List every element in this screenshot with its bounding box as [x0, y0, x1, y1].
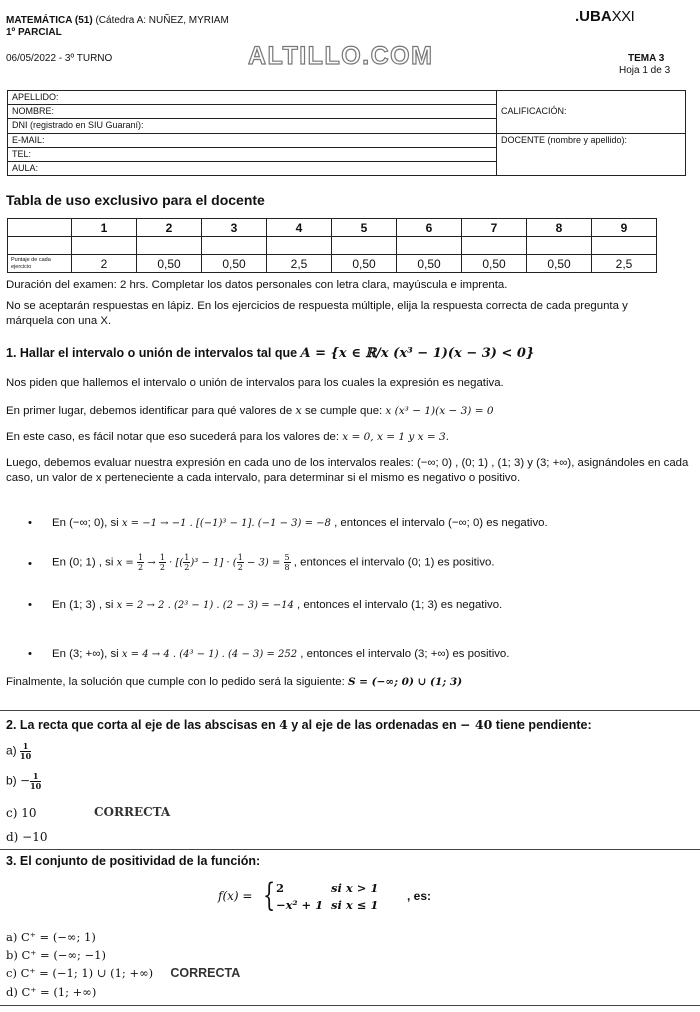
grade-cell[interactable] — [137, 237, 202, 255]
grade-cell[interactable] — [527, 237, 592, 255]
grade-cell[interactable] — [72, 237, 137, 255]
ex3-option-d[interactable]: d) C⁺ = (1; +∞) — [6, 985, 97, 999]
score-cell: 2,5 — [592, 255, 657, 273]
separator — [0, 1005, 700, 1006]
brace-icon: { — [263, 876, 276, 914]
ex1-p3: En este caso, es fácil notar que eso sucederá para los valores de: x = 0, x = 1 y x = 3. — [6, 431, 450, 443]
field-dni[interactable]: DNI (registrado en SIU Guaraní): — [8, 119, 497, 133]
ex1-bullet-4: En (3; +∞), si x = 4 → 4 . (4³ − 1) . (4 − 3) = 252 , entonces el intervalo (3; +∞) es positivo. — [52, 648, 510, 660]
bullet-icon: • — [28, 558, 32, 570]
score-cell: 0,50 — [527, 255, 592, 273]
grade-cell[interactable] — [592, 237, 657, 255]
ex1-p2: En primer lugar, debemos identificar para qué valores de x se cumple que: x (x³ − 1)(x − 3) = 0 — [6, 403, 494, 417]
uba-logo — [575, 8, 634, 25]
field-email[interactable]: E-MAIL: — [8, 133, 497, 147]
grade-col: 1 — [72, 219, 137, 237]
ex2-option-d[interactable]: d) −10 — [6, 830, 48, 844]
subject: MATEMÁTICA (51) — [6, 15, 93, 26]
ex1-title: 1. Hallar el intervalo o unión de intervalos tal que A = {x ∈ ℝ/x (x³ − 1)(x − 3) < 0} — [6, 346, 535, 361]
field-aula[interactable]: AULA: — [8, 161, 497, 175]
ex3-option-c[interactable]: c) C⁺ = (−1; 1) ∪ (1; +∞) CORRECTA — [6, 966, 241, 980]
tema: TEMA 3 — [628, 53, 665, 64]
ex2-title: 2. La recta que corta al eje de las abscisas en 4 y al eje de las ordenadas en − 40 tiene pendiente: — [6, 717, 592, 732]
grade-col: 9 — [592, 219, 657, 237]
score-cell: 0,50 — [462, 255, 527, 273]
uba-logo-text: .UBA — [575, 8, 612, 25]
grade-col: 6 — [397, 219, 462, 237]
correct-mark: CORRECTA — [170, 966, 241, 980]
ex1-solution: S = (−∞; 0) ∪ (1; 3) — [347, 676, 463, 688]
correct-mark: CORRECTA — [94, 805, 171, 819]
grade-cell[interactable] — [332, 237, 397, 255]
score-cell: 2,5 — [267, 255, 332, 273]
ex1-bullet-3: En (1; 3) , si x = 2 → 2 . (2³ − 1) . (2 − 3) = −14 , entonces el intervalo (1; 3) es negativo. — [52, 599, 503, 611]
field-nombre[interactable]: NOMBRE: — [8, 105, 497, 119]
course-header — [6, 15, 229, 27]
ex3-option-a[interactable]: a) C⁺ = (−∞; 1) — [6, 930, 96, 944]
ex3-function: f(x) = { 2 si x > 1 −x² + 1 si x ≤ 1 , es: — [218, 876, 432, 914]
ex1-bullet-1: En (−∞; 0), si x = −1 → −1 . [(−1)³ − 1]. (−1 − 3) = −8 , entonces el intervalo (−∞; 0) es negativo. — [52, 517, 548, 529]
grade-cell[interactable] — [267, 237, 332, 255]
grade-col: 7 — [462, 219, 527, 237]
grade-col: 2 — [137, 219, 202, 237]
grade-cell[interactable] — [397, 237, 462, 255]
grade-table — [7, 218, 657, 273]
chair: (Cátedra A: NUÑEZ, MYRIAM — [92, 15, 229, 26]
bullet-icon: • — [28, 648, 32, 660]
grade-col: 8 — [527, 219, 592, 237]
page-number: Hoja 1 de 3 — [619, 65, 671, 76]
ex1-p4: Luego, debemos evaluar nuestra expresión en cada uno de los intervalos reales: (−∞; 0) , (0; 1) , (1; 3) y (3; +∞), asignándoles en cada caso, un valor de x perteneciente a cada intervalo, para determinar si el mismo es negativo o positivo. — [6, 457, 689, 484]
ex1-final: Finalmente, la solución que cumple con lo pedido será la siguiente: S = (−∞; 0) ∪ (1; 3) — [6, 676, 463, 688]
ex1-bullet-2: En (0; 1) , si x = $\frac{1}{2}$ → $\frac{1}{2}$ · [( $\frac{1}{2}$ )³ − 1] · ( $\frac{1}{2}$ − 3) = $\frac{5}{8}$ , entonces el intervalo (0; 1) es positivo. — [52, 553, 495, 572]
instructions-rules: No se aceptarán respuestas en lápiz. En los ejercicios de respuesta múltiple, elija la respuesta correcta de cada pregunta y márquela con una X. — [6, 300, 628, 327]
score-row-label: Puntaje de cada ejercicio — [8, 255, 72, 273]
ex3-title: 3. El conjunto de positividad de la función: — [6, 854, 261, 868]
instructions-duration: Duración del examen: 2 hrs. Completar los datos personales con letra clara, mayúscula e imprenta. — [6, 279, 508, 291]
ex1-p1: Nos piden que hallemos el intervalo o unión de intervalos para los cuales la expresión es negativa. — [6, 377, 504, 389]
grade-col: 4 — [267, 219, 332, 237]
grade-cell[interactable] — [202, 237, 267, 255]
exam-name: 1º PARCIAL — [6, 27, 62, 38]
field-calificacion[interactable]: CALIFICACIÓN: — [497, 91, 686, 134]
score-cell: 0,50 — [137, 255, 202, 273]
field-docente[interactable]: DOCENTE (nombre y apellido): — [497, 133, 686, 176]
score-cell: 2 — [72, 255, 137, 273]
bullet-icon: • — [28, 517, 32, 529]
uba-logo-xxi: XXI — [611, 8, 635, 25]
grade-corner — [8, 219, 72, 237]
score-cell: 0,50 — [397, 255, 462, 273]
ex2-option-a[interactable]: a) $\frac{1}{10}$ — [6, 741, 32, 761]
bullet-icon: • — [28, 599, 32, 611]
separator — [0, 710, 700, 711]
grade-col: 3 — [202, 219, 267, 237]
ex3-option-b[interactable]: b) C⁺ = (−∞; −1) — [6, 948, 106, 962]
ex2-option-c[interactable]: c) 10 CORRECTA — [6, 805, 171, 820]
score-cell: 0,50 — [332, 255, 397, 273]
grade-table-title: Tabla de uso exclusivo para el docente — [6, 192, 265, 208]
score-cell: 0,50 — [202, 255, 267, 273]
grade-col: 5 — [332, 219, 397, 237]
field-apellido[interactable]: APELLIDO: — [8, 91, 497, 105]
ex1-set-math: A = {x ∈ ℝ/x (x³ − 1)(x − 3) < 0} — [300, 346, 535, 361]
grade-cell[interactable] — [462, 237, 527, 255]
date-turn: 06/05/2022 - 3º TURNO — [6, 53, 113, 64]
ex2-option-b[interactable]: b) − $\frac{1}{10}$ — [6, 771, 42, 791]
student-info-form — [7, 90, 686, 176]
separator — [0, 849, 700, 850]
field-tel[interactable]: TEL: — [8, 147, 497, 161]
watermark: ALTILLO.COM — [248, 42, 434, 70]
